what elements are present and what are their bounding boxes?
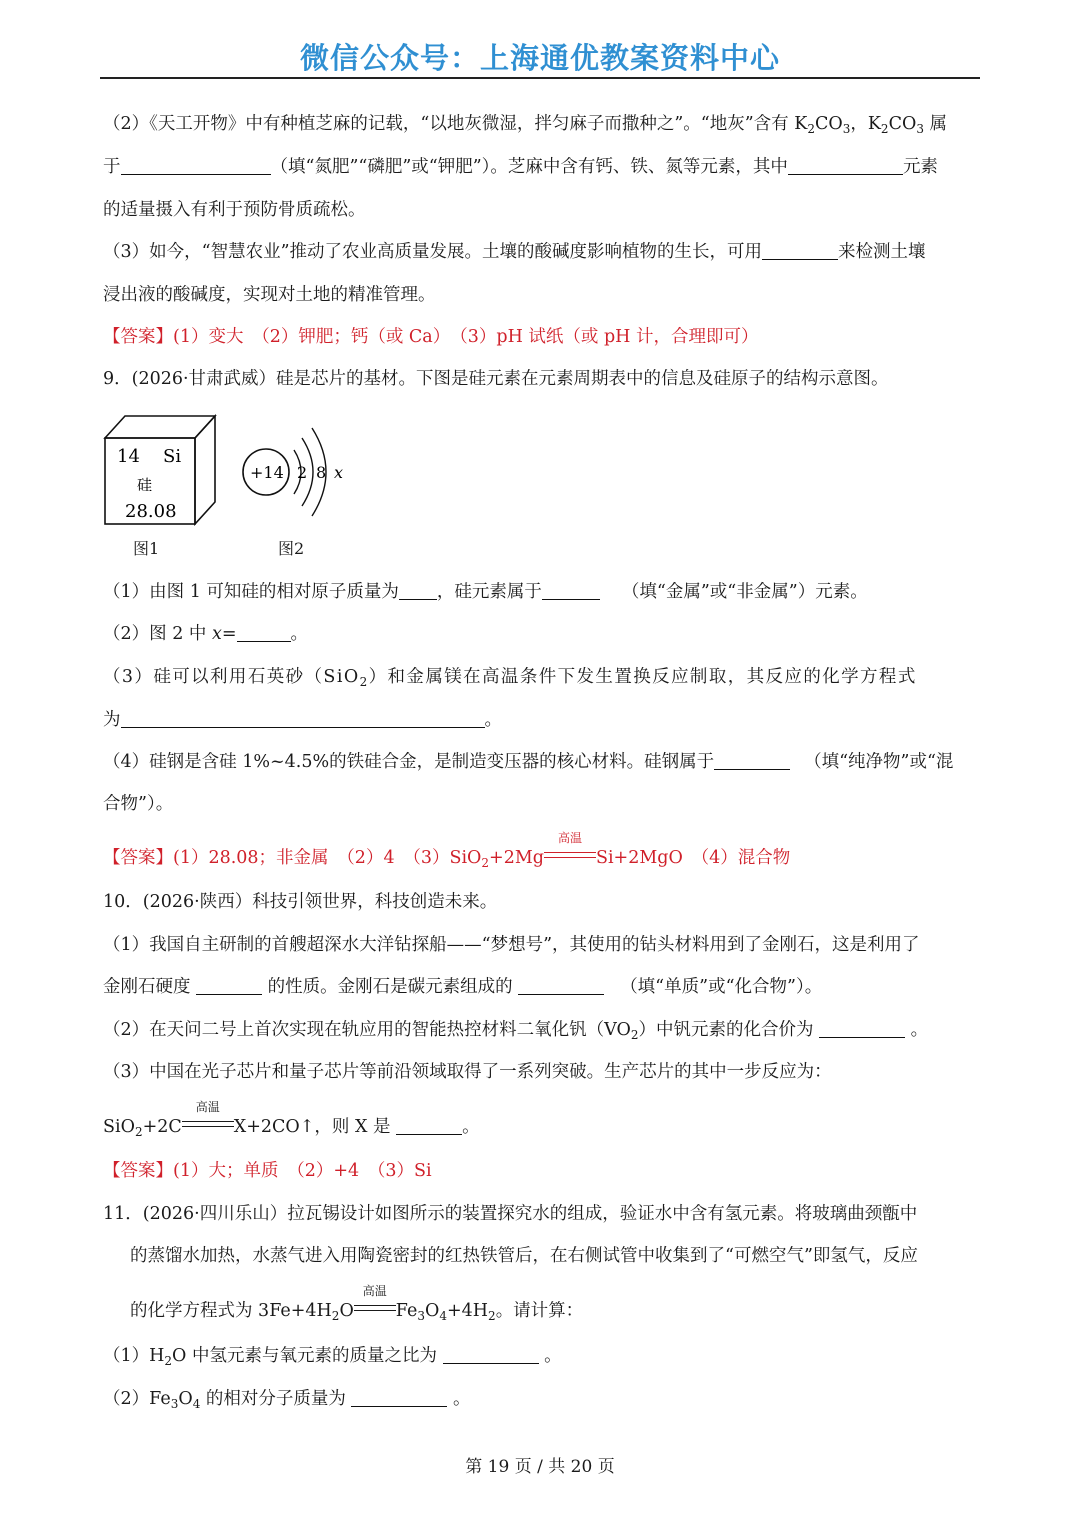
- element-symbol: Si: [163, 446, 182, 467]
- subscript: 2: [488, 1309, 496, 1323]
- text: O 中氢元素与氧元素的质量之比为: [172, 1346, 443, 1366]
- answer-blank[interactable]: [399, 579, 437, 600]
- header-divider: [100, 77, 980, 79]
- periodic-table-cell-figure: [103, 414, 223, 526]
- subscript: 2: [359, 675, 369, 689]
- subscript: 2: [807, 122, 815, 136]
- text: +2Mg: [489, 848, 544, 868]
- q9-stem: 9．(2026·甘肃武威）硅是芯片的基材。下图是硅元素在元素周期表中的信息及硅原子的结构示意图。: [103, 369, 889, 389]
- text: =: [221, 624, 237, 644]
- q8-part3-line1: [103, 238, 983, 266]
- text: X+2CO↑，则 X 是: [233, 1117, 397, 1137]
- q11-stem-line3: [130, 1284, 980, 1325]
- answer-blank[interactable]: [121, 154, 271, 175]
- double-line: [182, 1121, 234, 1127]
- atomic-number: 14: [117, 446, 140, 467]
- double-line: [544, 852, 596, 858]
- answer-blank[interactable]: [714, 749, 790, 770]
- answer-blank[interactable]: [196, 974, 262, 995]
- q10-part3: （3）中国在光子芯片和量子芯片等前沿领域取得了一系列突破。生产芯片的其中一步反应为：: [103, 1062, 832, 1082]
- q11-stem-line2: 的蒸馏水加热，水蒸气进入用陶瓷密封的红热铁管后，在右侧试管中收集到了“可燃空气”即氢气，反应: [130, 1246, 918, 1266]
- q9-part4-line2: 合物”）。: [103, 794, 174, 814]
- text: （4）硅钢是含硅 1%~4.5%的铁硅合金，是制造变压器的核心材料。硅钢属于: [103, 752, 715, 772]
- text: 于: [103, 157, 121, 177]
- subscript: 2: [630, 1028, 639, 1042]
- q9-part3-line1: [103, 663, 983, 691]
- subscript: 2: [331, 1309, 340, 1323]
- q9-part4-line1: [103, 748, 983, 776]
- answer-blank[interactable]: [518, 974, 604, 995]
- text: （2）图 2 中: [103, 624, 212, 644]
- condition-label: 高温: [362, 1284, 387, 1298]
- text: （1）由图 1 可知硅的相对原子质量为: [103, 582, 399, 602]
- text: （填“单质”或“化合物”）。: [620, 977, 823, 997]
- text: 的性质。金刚石是碳元素组成的: [262, 977, 519, 997]
- atomic-structure-figure: [236, 414, 356, 526]
- q8-part3-line2: 浸出液的酸碱度，实现对土地的精准管理。: [103, 285, 436, 305]
- page-header-title: 微信公众号：上海通优教案资料中心: [299, 41, 780, 75]
- text: 的相对分子质量为: [200, 1389, 352, 1409]
- answer-blank[interactable]: [237, 621, 291, 642]
- text: （3）硅可以利用石英砂（SiO: [103, 667, 360, 687]
- text: CO: [814, 114, 843, 134]
- text: ，硅元素属于: [436, 582, 542, 602]
- text: +2C: [142, 1117, 182, 1137]
- condition-label: 高温: [195, 1100, 220, 1114]
- subscript: 3: [916, 122, 924, 136]
- subscript: 4: [192, 1397, 201, 1411]
- text: 。: [447, 1389, 471, 1409]
- q8-part2-line1: [103, 110, 983, 138]
- q10-part2: [103, 1016, 983, 1044]
- shell-1-electrons: 2: [297, 463, 308, 482]
- subscript: 4: [439, 1309, 447, 1323]
- page-footer: 第 19 页 / 共 20 页: [465, 1457, 615, 1477]
- text: （2）Fe: [103, 1389, 171, 1409]
- text: 来检测土壤: [838, 242, 926, 262]
- q11-stem-line1: 11．(2026·四川乐山）拉瓦锡设计如图所示的装置探究水的组成，验证水中含有氢元素。将玻璃曲颈甑中: [103, 1204, 918, 1224]
- subscript: 3: [417, 1309, 425, 1323]
- text: 。: [484, 710, 502, 730]
- q8-part2-line2: [103, 153, 983, 181]
- text: Fe: [395, 1301, 418, 1321]
- text: ，K: [850, 114, 881, 134]
- text: （2）《天工开物》中有种植芝麻的记载，“以地灰微湿，拌匀麻子而撒种之”。“地灰”含有 K: [103, 114, 808, 134]
- shell-3-electrons: x: [334, 463, 344, 482]
- q8-part2-line3: 的适量摄入有利于预防骨质疏松。: [103, 200, 366, 220]
- subscript: 3: [842, 122, 851, 136]
- answer-blank[interactable]: [542, 579, 600, 600]
- text: 金刚石硬度: [103, 977, 197, 997]
- double-line: [354, 1305, 396, 1311]
- q10-stem: 10．(2026·陕西）科技引领世界，科技创造未来。: [103, 892, 498, 912]
- subscript: 2: [481, 856, 490, 870]
- figure-2-caption: 图2: [278, 539, 305, 558]
- variable-x: x: [211, 624, 222, 644]
- text: ）中钒元素的化合价为: [638, 1020, 820, 1040]
- text: 。: [462, 1117, 480, 1137]
- atomic-mass: 28.08: [125, 501, 177, 522]
- subscript: 2: [134, 1125, 143, 1139]
- shell-2-electrons: 8: [316, 463, 327, 482]
- text: 属: [923, 114, 948, 134]
- subscript: 2: [164, 1354, 173, 1368]
- text: 。: [905, 1020, 929, 1040]
- reaction-condition: [182, 1100, 234, 1141]
- text: O: [339, 1301, 354, 1321]
- answer-blank[interactable]: [443, 1343, 539, 1364]
- text: （3）如今，“智慧农业”推动了农业高质量发展。土壤的酸碱度影响植物的生长，可用: [103, 242, 763, 262]
- answer-blank[interactable]: [788, 154, 903, 175]
- q11-part2: [103, 1385, 983, 1413]
- answer-blank[interactable]: [121, 707, 485, 728]
- q9-part3-line2: [103, 706, 983, 734]
- q10-part1-line2: [103, 973, 983, 1001]
- text: （填“金属”或“非金属”）元素。: [621, 582, 868, 602]
- text: （填“纯净物”或“混: [804, 752, 954, 772]
- figure-1-caption: 图1: [133, 539, 160, 558]
- text: +4H: [446, 1301, 489, 1321]
- text: SiO: [103, 1117, 135, 1137]
- text: 【答案】(1）28.08；非金属 （2）4 （3）SiO: [103, 848, 482, 868]
- text: （填“氮肥”“磷肥”或“钾肥”）。芝麻中含有钙、铁、氮等元素，其中: [270, 157, 788, 177]
- reaction-condition: [354, 1284, 396, 1325]
- text: O: [178, 1389, 193, 1409]
- text: Si+2MgO （4）混合物: [595, 848, 791, 868]
- q10-part1-line1: （1）我国自主研制的首艘超深水大洋钻探船——“梦想号”，其使用的钻头材料用到了金刚石，这是利用了: [103, 935, 920, 955]
- text: 。请计算：: [495, 1301, 584, 1321]
- reaction-condition: [544, 831, 596, 872]
- text: CO: [888, 114, 917, 134]
- text: 的化学方程式为 3Fe+4H: [130, 1301, 332, 1321]
- text: O: [424, 1301, 440, 1321]
- q9-answer: [103, 831, 983, 872]
- nucleus-charge: +14: [250, 463, 284, 482]
- text: （2）在天问二号上首次实现在轨应用的智能热控材料二氧化钒（VO: [103, 1020, 631, 1040]
- q11-part1: [103, 1342, 983, 1370]
- q8-answer: 【答案】(1）变大 （2）钾肥；钙（或 Ca） （3）pH 试纸（或 pH 计，合理即可）: [103, 327, 759, 347]
- q10-equation: [103, 1100, 983, 1141]
- text: 元素: [902, 157, 938, 177]
- text: ）和金属镁在高温条件下发生置换反应制取，其反应的化学方程式: [368, 667, 917, 687]
- q10-answer: 【答案】(1）大；单质 （2）+4 （3）Si: [103, 1161, 432, 1181]
- subscript: 3: [170, 1397, 179, 1411]
- text: 为: [103, 710, 121, 730]
- text: 。: [290, 624, 309, 644]
- answer-blank[interactable]: [819, 1017, 905, 1038]
- element-name: 硅: [137, 476, 153, 494]
- subscript: 2: [880, 122, 889, 136]
- condition-label: 高温: [557, 831, 582, 845]
- text: 。: [538, 1346, 562, 1366]
- text: （1）H: [103, 1346, 165, 1366]
- answer-blank[interactable]: [396, 1114, 462, 1135]
- answer-blank[interactable]: [762, 239, 838, 260]
- q9-part1: [103, 578, 983, 606]
- answer-blank[interactable]: [351, 1386, 447, 1407]
- q9-part2: [103, 620, 983, 648]
